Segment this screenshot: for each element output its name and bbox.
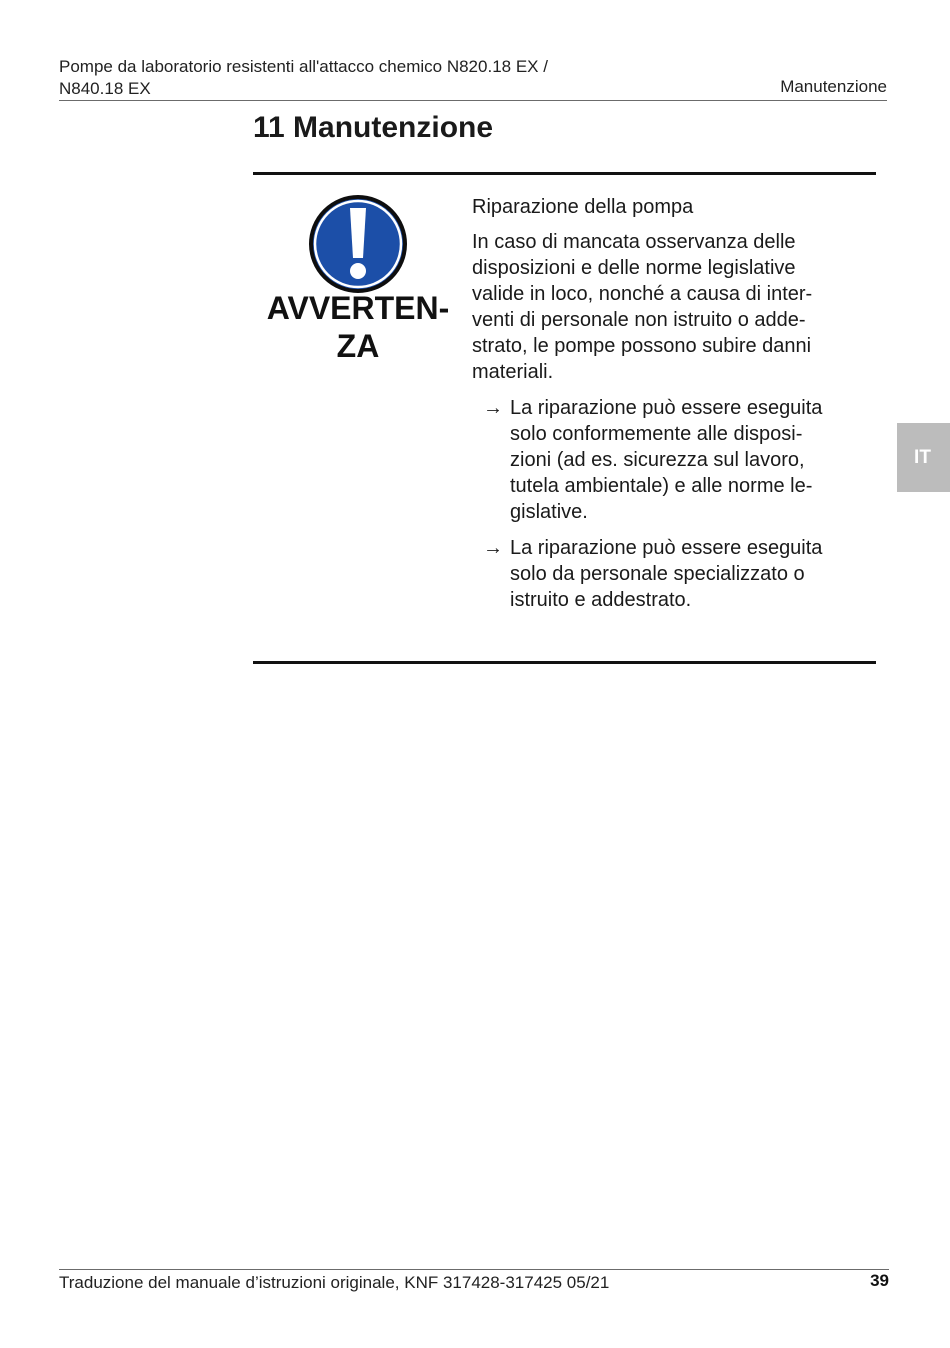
warning-signal-word: AVVERTEN- ZA [266, 290, 450, 364]
document-title: Pompe da laboratorio resistenti all'attacco chemico N820.18 EX / N840.18 EX [59, 57, 548, 98]
warning-heading: Riparazione della pompa [472, 196, 694, 218]
page-number: 39 [870, 1271, 889, 1290]
exclamation-sign-graphic [308, 194, 408, 294]
arrow-right-icon: → [483, 397, 503, 419]
list-item [472, 395, 872, 525]
action-list [472, 395, 872, 613]
chapter-title: 11 Manutenzione [253, 111, 494, 144]
page-header [59, 56, 887, 101]
warning-description: In caso di mancata osservanza delle disposizioni e delle norme legislative valide in loco, nonché a causa di inter- venti di personale non istruito o adde- strato, le pompe possono subire danni materiali. [472, 231, 813, 383]
arrow-right-icon: → [483, 537, 503, 559]
mandatory-exclamation-icon [308, 194, 408, 294]
list-item [472, 535, 872, 613]
page-footer [59, 1269, 889, 1300]
warning-content [472, 194, 872, 623]
warning-box [253, 172, 876, 664]
action-text: La riparazione può essere eseguita solo da personale specializzato o istruito e addestrato. [510, 537, 823, 611]
language-tab: IT [897, 423, 950, 492]
action-text: La riparazione può essere eseguita solo conformemente alle disposi- zioni (ad es. sicurezza sul lavoro, tutela ambientale) e alle norme le- gislative. [510, 397, 823, 523]
footer-text: Traduzione del manuale d’istruzioni originale, KNF 317428-317425 05/21 [59, 1273, 610, 1292]
header-section-name: Manutenzione [780, 77, 887, 96]
